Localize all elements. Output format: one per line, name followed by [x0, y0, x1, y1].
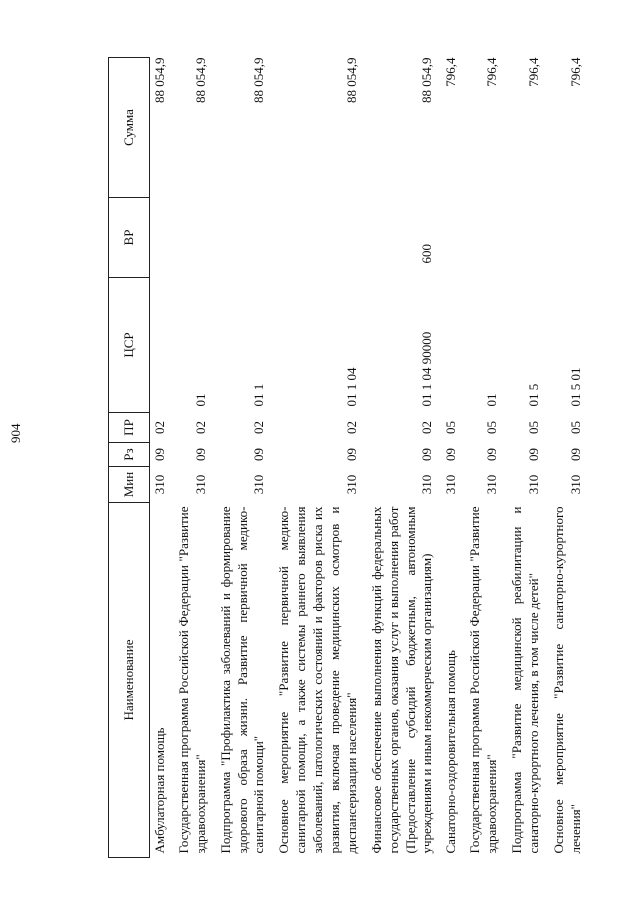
- cell-csr: 01 5: [525, 383, 541, 407]
- cell-min: 310: [251, 474, 267, 495]
- cell-vr: [173, 198, 215, 278]
- cell-rz: 09: [343, 448, 359, 461]
- cell-pr: 02: [192, 421, 208, 434]
- cell-min: 310: [343, 474, 359, 495]
- table-row: [548, 58, 590, 858]
- cell-sum: 88 054,9: [343, 57, 359, 103]
- cell-rz: 09: [567, 448, 583, 461]
- cell-pr: 05: [443, 421, 459, 434]
- cell-name: Подпрограмма "Профилактика заболеваний и формирование здорового образа жизни. Развитие первичной медико-санитарной помощи": [217, 506, 267, 854]
- cell-csr: [150, 278, 173, 413]
- cell-rz: 09: [484, 448, 500, 461]
- cell-csr: 01 5 01: [567, 367, 583, 407]
- cell-csr: 01 1: [251, 383, 267, 407]
- table-row: [215, 58, 274, 858]
- cell-min: 310: [419, 474, 435, 495]
- table-rotator: [108, 58, 608, 858]
- cell-name: Государственная программа Российской Федерации "Развитие здравоохранения": [175, 506, 208, 854]
- cell-pr: 02: [343, 421, 359, 434]
- cell-vr: [273, 198, 365, 278]
- cell-sum: 796,4: [567, 57, 583, 87]
- table-row: [173, 58, 215, 858]
- cell-name: Санаторно-оздоровительная помощь: [443, 650, 459, 854]
- cell-vr: [548, 198, 590, 278]
- cell-min: 310: [567, 474, 583, 495]
- table-row: [366, 58, 442, 858]
- header-name: Наименование: [109, 503, 150, 858]
- cell-sum: 796,4: [525, 57, 541, 87]
- cell-rz: 09: [443, 448, 459, 461]
- cell-min: 310: [525, 474, 541, 495]
- cell-sum: 88 054,9: [251, 57, 267, 103]
- cell-name: Основное мероприятие "Развитие первичной медико-санитарной помощи, а также системы раннего выявления заболеваний, патологических состояний и факторов риска их развития, включая проведение медицинских осмотров и диспансеризации населения": [276, 506, 359, 854]
- table-header-row: [109, 58, 150, 858]
- cell-name: Государственная программа Российской Федерации "Развитие здравоохранения": [467, 506, 500, 854]
- cell-vr: [506, 198, 548, 278]
- cell-rz: 09: [525, 448, 541, 461]
- cell-pr: 05: [484, 421, 500, 434]
- header-sum: Сумма: [109, 58, 150, 198]
- header-vr: ВР: [109, 198, 150, 278]
- cell-name: Финансовое обеспечение выполнения функций федеральных государственных органов, оказания услуг и выполнения работ (Предоставление субсидий бюджетным, автономным учреждениям и иным некоммерческим организациям): [368, 506, 435, 854]
- cell-pr: 05: [525, 421, 541, 434]
- cell-min: 310: [484, 474, 500, 495]
- cell-name: Основное мероприятие "Развитие санаторно-курортного лечения": [550, 506, 583, 854]
- header-csr: ЦСР: [109, 278, 150, 413]
- cell-csr: 01 1 04: [343, 367, 359, 407]
- cell-name: Подпрограмма "Развитие медицинской реабилитации и санаторно-курортного лечения, в том числе детей": [509, 506, 541, 854]
- header-min: Мин: [109, 467, 150, 503]
- cell-vr: 600: [419, 244, 435, 264]
- cell-rz: 09: [419, 448, 435, 461]
- cell-sum: 796,4: [443, 57, 459, 87]
- cell-rz: 09: [192, 448, 208, 461]
- cell-sum: 88 054,9: [419, 57, 435, 103]
- cell-csr: 01 1 04 90000: [419, 331, 435, 407]
- cell-vr: [464, 198, 506, 278]
- table-row: [273, 58, 365, 858]
- cell-csr: [441, 278, 464, 413]
- table-row: [506, 58, 548, 858]
- cell-sum: 88 054,9: [192, 57, 208, 103]
- cell-csr: 01: [484, 393, 500, 407]
- cell-rz: 09: [251, 448, 267, 461]
- header-pr: ПР: [109, 413, 150, 443]
- cell-min: 310: [152, 474, 167, 495]
- cell-vr: [150, 198, 173, 278]
- cell-sum: 88 054,9: [152, 57, 167, 103]
- cell-pr: 02: [152, 421, 167, 434]
- budget-table: [108, 57, 590, 858]
- cell-vr: [215, 198, 274, 278]
- cell-name: Амбулаторная помощь: [152, 727, 167, 854]
- cell-pr: 02: [251, 421, 267, 434]
- cell-csr: 01: [192, 393, 208, 407]
- cell-min: 310: [192, 474, 208, 495]
- cell-sum: 796,4: [484, 57, 500, 87]
- table-row: [441, 58, 464, 858]
- table-row: [150, 58, 173, 858]
- cell-vr: [441, 198, 464, 278]
- cell-min: 310: [443, 474, 459, 495]
- header-rz: Рз: [109, 443, 150, 467]
- cell-rz: 09: [152, 448, 167, 461]
- page-number: 904: [8, 423, 23, 443]
- cell-pr: 02: [419, 421, 435, 434]
- table-row: [464, 58, 506, 858]
- cell-pr: 05: [567, 421, 583, 434]
